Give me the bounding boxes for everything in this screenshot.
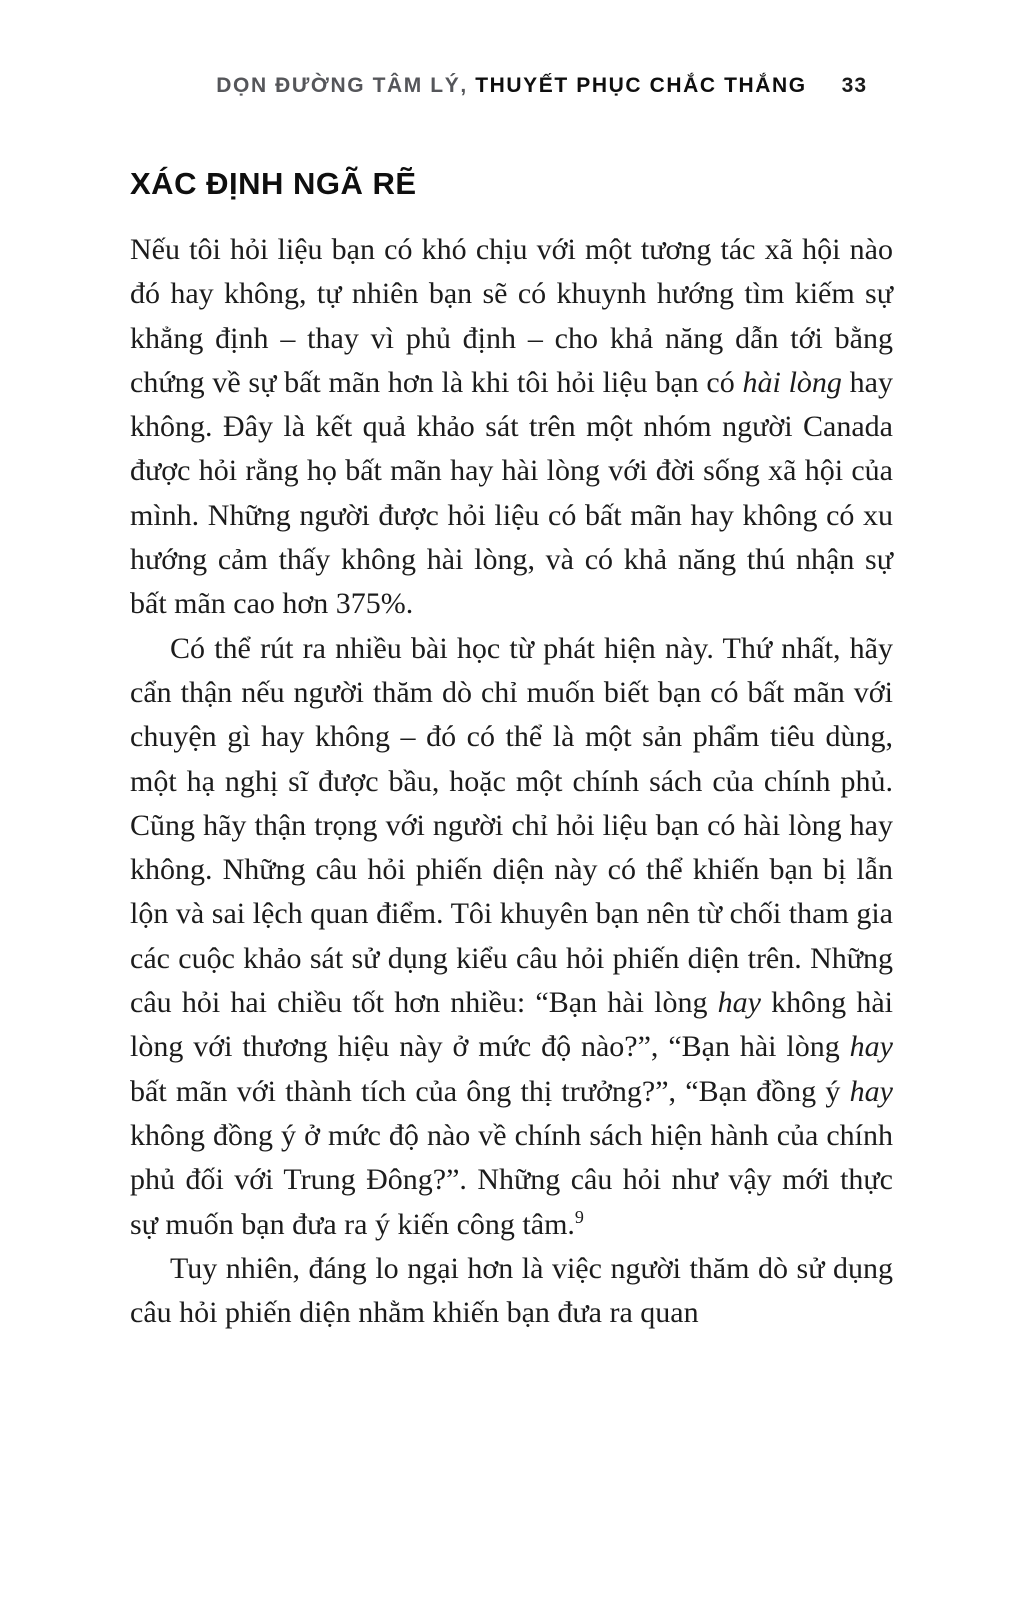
paragraph-1 xyxy=(130,228,893,627)
paragraph-2 xyxy=(130,627,893,1247)
italic-text: hay xyxy=(849,1030,893,1064)
running-title xyxy=(130,74,893,98)
running-title-bold: THUYẾT PHỤC CHẮC THẮNG xyxy=(467,74,807,97)
italic-text: hay xyxy=(849,1074,893,1108)
text-run: hay không. Đây là kết quả khảo sát trên một nhóm người Canada được hỏi rằng họ bất mãn hay hài lòng với đời sống xã hội của mình. Những người được hỏi liệu có bất mãn hay không có xu hướng cảm thấy không hài lòng, và có khả năng thú nhận sự bất mãn cao hơn 375%. xyxy=(130,365,893,621)
page-header xyxy=(130,74,893,104)
page-number: 33 xyxy=(841,74,867,97)
text-run: Có thể rút ra nhiều bài học từ phát hiện này. Thứ nhất, hãy cẩn thận nếu người thăm dò chỉ muốn biết bạn có bất mãn với chuyện gì hay không – đó có thể là một sản phẩm tiêu dùng, một hạ nghị sĩ được bầu, hoặc một chính sách của chính phủ. Cũng hãy thận trọng với người chỉ hỏi liệu bạn có hài lòng hay không. Những câu hỏi phiến diện này có thể khiến bạn bị lẫn lộn và sai lệch quan điểm. Tôi khuyên bạn nên từ chối tham gia các cuộc khảo sát sử dụng kiểu câu hỏi phiến diện trên. Những câu hỏi hai chiều tốt hơn nhiều: “Bạn hài lòng xyxy=(130,631,893,1020)
section-heading: XÁC ĐỊNH NGÃ RẼ xyxy=(130,166,417,201)
footnote-ref: 9 xyxy=(574,1206,584,1227)
text-run: Tuy nhiên, đáng lo ngại hơn là việc người thăm dò sử dụng câu hỏi phiến diện nhằm khiến bạn đưa ra quan xyxy=(130,1251,893,1330)
text-run: Nếu tôi hỏi liệu bạn có khó chịu với một tương tác xã hội nào đó hay không, tự nhiên bạn sẽ có khuynh hướng tìm kiếm sự khẳng định – thay vì phủ định – cho khả năng dẫn tới bằng chứng về sự bất mãn hơn là khi tôi hỏi liệu bạn có xyxy=(130,233,893,399)
text-run: không đồng ý ở mức độ nào về chính sách hiện hành của chính phủ đối với Trung Đông?”. Những câu hỏi như vậy mới thực sự muốn bạn đưa ra ý kiến công tâm. xyxy=(130,1118,893,1241)
body-text xyxy=(130,228,893,1335)
paragraph-3 xyxy=(130,1247,893,1336)
text-run: bất mãn với thành tích của ông thị trưởng?”, “Bạn đồng ý xyxy=(130,1074,850,1108)
italic-text: hay xyxy=(717,986,761,1020)
text-run: không hài lòng với thương hiệu này ở mức độ nào?”, “Bạn hài lòng xyxy=(130,986,893,1064)
running-title-light: DỌN ĐƯỜNG TÂM LÝ, xyxy=(216,74,468,97)
italic-text: hài lòng xyxy=(742,365,842,399)
